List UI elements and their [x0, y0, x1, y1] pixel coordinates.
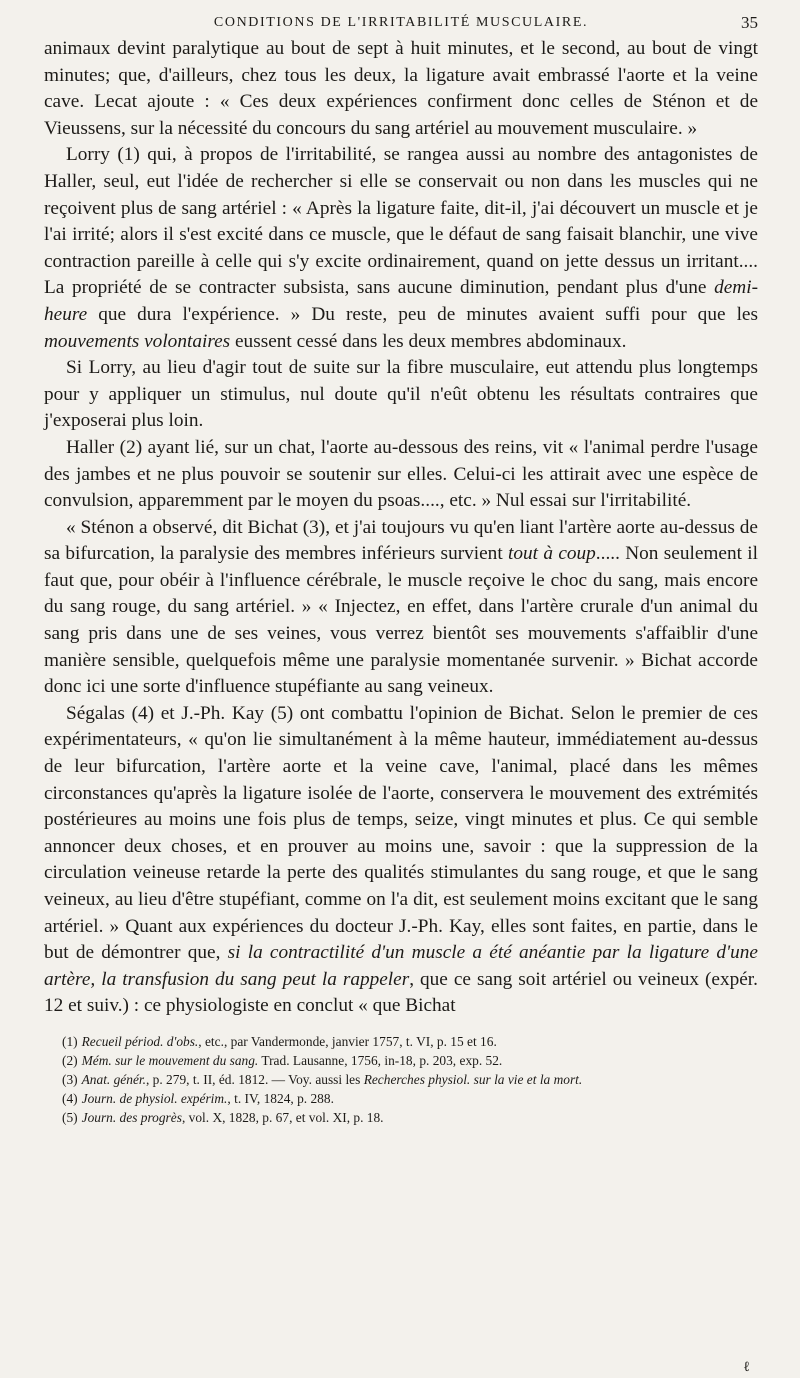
text-run: Haller (2) ayant lié, sur un chat, l'aorte au-dessous des reins, vit « l'animal perdre l'usage des jambes et ne plus pouvoir se soutenir sur elles. Celui-ci les attirait avec une espèce de convulsion, apparemment par le moyen du psoas...., etc. » Nul essai sur l'irritabilité.	[44, 436, 758, 512]
footnotes	[44, 1032, 758, 1127]
text-run: Lorry (1) qui, à propos de l'irritabilité, se rangea aussi au nombre des antagonistes de Haller, seul, eut l'idée de rechercher si elle se conservait ou non dans les muscles qui ne reçoivent plus de sang artériel : « Après la ligature faite, dit-il, j'ai découvert un muscle et je l'ai irrité; alors il s'est excité dans ce muscle, que le défaut de sang faisait blanchir, une vive contraction pareille à celle qui s'y excite ordinairement, quand on jette dessus un irritant.... La propriété de se contracter subsista, sans aucune diminution, pendant plus d'une	[44, 144, 758, 299]
footnote-mark: (2)	[62, 1052, 78, 1068]
stray-mark: ℓ	[743, 1360, 750, 1375]
text-run: Ségalas (4) et J.-Ph. Kay (5) ont combattu l'opinion de Bichat. Selon le premier de ces expérimentateurs, « qu'on lie simultanément à la même hauteur, immédiatement au-dessus de leur bifurcation, l'artère aorte et la veine cave, l'animal, placé dans les mêmes circonstances qu'après la ligature isolée de l'aorte, conservera le mouvement des extrémités postérieures au moins une fois plus de temps, seize, vingt minutes et plus. Ce qui semble annoncer deux choses, et en prouver au moins une, savoir : que la suppression de la circulation veineuse retarde la perte des qualités stimulantes du sang rouge, et que le sang veineux, au lieu d'être stupéfiant, comme on l'a dit, est seulement moins excitant que le sang artériel. » Quant aux expériences du docteur J.-Ph. Kay, elles sont faites, en partie, dans le but de démontrer que,	[44, 702, 758, 964]
text-run: , que ce sang soit artériel ou veineux (expér. 12 et suiv.) : ce physiologiste en conclut « que Bichat	[44, 968, 758, 1017]
italic-text: mouvements volontaires	[44, 330, 231, 352]
footnote-italic-text: Anat. génér.	[81, 1071, 146, 1087]
paragraph	[44, 515, 758, 701]
paragraph	[44, 142, 758, 355]
text-run: animaux devint paralytique au bout de sept à huit minutes, et le second, au bout de vingt minutes; que, d'ailleurs, chez tous les deux, la ligature avait embrassé l'aorte et la veine cave. Lecat ajoute : « Ces deux expériences confirment donc celles de Sténon et de Vieussens, sur la nécessité du concours du sang artériel au mouvement musculaire. »	[44, 38, 758, 139]
text-run: ..... Non seulement il faut que, pour obéir à l'influence cérébrale, le muscle reçoive le choc du sang, mais encore du sang rouge, du sang artériel. » « Injectez, en effet, dans l'artère crurale d'un animal du sang pris dans une de ses veines, vous verrez bientôt ses mouvements s'affaiblir d'une manière sensible, quelquefois même une paralysie momentanée survenir. » Bichat accorde donc ici une sorte d'influence stupéfiante au sang veineux.	[44, 543, 758, 698]
footnote-text: Trad. Lausanne, 1756, in-18, p. 203, exp. 52.	[258, 1052, 503, 1068]
footnote	[44, 1032, 758, 1051]
footnote-text: , vol. X, 1828, p. 67, et vol. XI, p. 18.	[181, 1109, 384, 1125]
text-run: Si Lorry, au lieu d'agir tout de suite sur la fibre musculaire, eut attendu plus longtemps pour y appliquer un stimulus, nul doute qu'il n'eût obtenu les résultats contraires que j'exposerai plus loin.	[44, 357, 758, 432]
footnote	[44, 1051, 758, 1070]
footnote-italic-text: Mém. sur le mouvement du sang.	[81, 1052, 259, 1068]
footnote-italic-text: Journ. de physiol. expérim.	[81, 1090, 228, 1106]
footnote-mark: (5)	[62, 1109, 78, 1125]
text-run: « Sténon a observé, dit Bichat (3), et j'ai toujours vu qu'en liant l'artère aorte au-dessus de sa bifurcation, la paralysie des membres inférieurs survient	[44, 516, 758, 565]
body-text	[44, 36, 758, 1020]
italic-text: tout à coup	[508, 543, 596, 565]
running-head	[44, 12, 758, 34]
italic-text: demi-heure	[44, 277, 758, 325]
page-number: 35	[741, 13, 758, 32]
footnote-mark: (4)	[62, 1090, 78, 1106]
footnote-mark: (3)	[62, 1071, 78, 1087]
paragraph	[44, 435, 758, 515]
footnote-text: , p. 279, t. II, éd. 1812. — Voy. aussi les	[145, 1071, 364, 1087]
footnote-mark: (1)	[62, 1033, 78, 1049]
italic-text: si la contractilité d'un muscle a été anéantie par la ligature d'une artère, la transfusion du sang peut la rappeler	[44, 942, 758, 990]
footnote	[44, 1108, 758, 1127]
paragraph	[44, 36, 758, 142]
text-run: que dura l'expérience. » Du reste, peu de minutes avaient suffi pour que les	[87, 303, 758, 325]
running-head-title: CONDITIONS DE L'IRRITABILITÉ MUSCULAIRE.	[213, 15, 589, 30]
footnote-italic-text: Recherches physiol. sur la vie et la mort.	[363, 1071, 583, 1087]
footnote-text: , etc., par Vandermonde, janvier 1757, t. VI, p. 15 et 16.	[198, 1033, 497, 1049]
paragraph	[44, 355, 758, 435]
text-run: eussent cessé dans les deux membres abdominaux.	[230, 330, 627, 352]
footnote-italic-text: Journ. des progrès	[81, 1109, 182, 1125]
footnote-text: , t. IV, 1824, p. 288.	[227, 1090, 334, 1106]
footnote	[44, 1070, 758, 1089]
footnote	[44, 1089, 758, 1108]
footnote-italic-text: Recueil périod. d'obs.	[81, 1033, 199, 1049]
paragraph	[44, 701, 758, 1020]
